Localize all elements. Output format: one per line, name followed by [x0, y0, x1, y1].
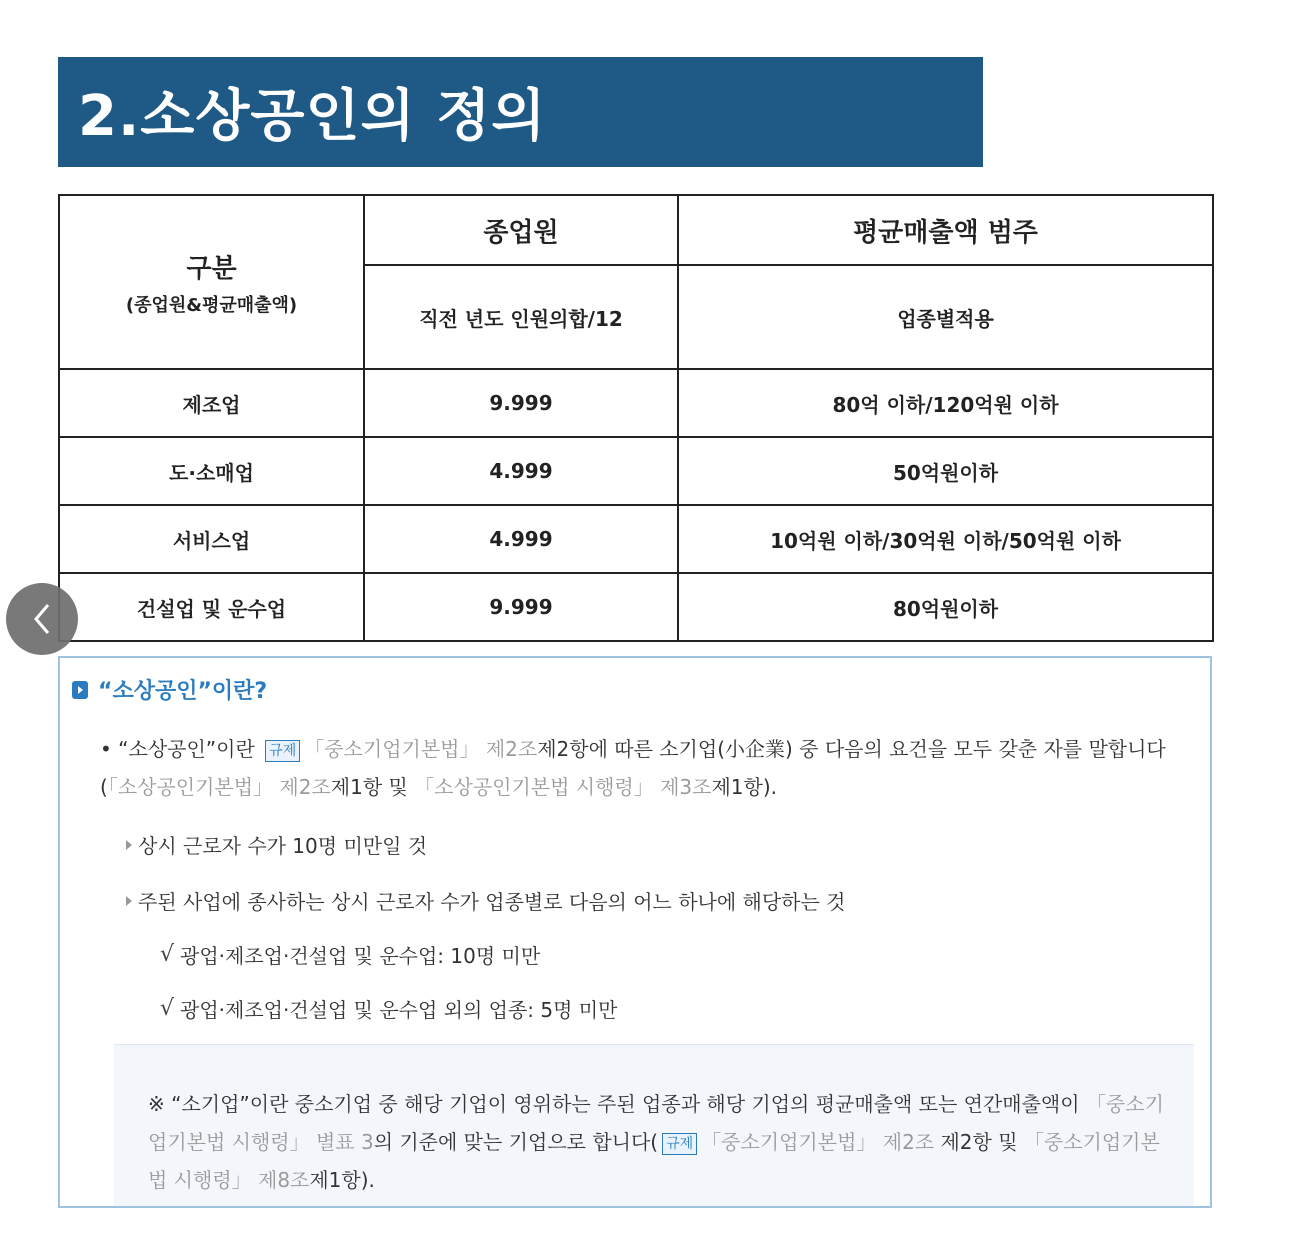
sub-condition-item — [160, 994, 617, 1023]
sub-condition-text: 광업·제조업·건설업 및 운수업: 10명 미만 — [180, 944, 541, 968]
row-sales: 80억원이하 — [678, 573, 1213, 641]
row-sales: 10억원 이하/30억원 이하/50억원 이하 — [678, 505, 1213, 573]
note-text: 의 기준에 맞는 기업으로 합니다( — [373, 1130, 659, 1154]
law-ref[interactable]: 「중소기업기본법 시행령」 별표 3 — [148, 1092, 1164, 1154]
header-sales-note: 업종별적용 — [678, 265, 1213, 369]
play-icon — [72, 681, 88, 699]
para-text: “소상공인”이란 — [118, 737, 255, 761]
note-paragraph — [148, 1085, 1178, 1199]
table-row — [59, 437, 1213, 505]
row-employees: 9.999 — [364, 573, 678, 641]
header-sales: 평균매출액 범주 — [678, 195, 1213, 265]
condition-item — [126, 830, 427, 859]
info-heading — [72, 674, 267, 705]
row-employees: 4.999 — [364, 437, 678, 505]
table-row — [59, 505, 1213, 573]
regulation-tag[interactable]: 규제 — [662, 1133, 697, 1155]
condition-text: 상시 근로자 수가 10명 미만일 것 — [138, 834, 428, 858]
triangle-bullet-icon — [126, 896, 132, 906]
law-ref[interactable]: 「중소기업기본법 시행령」 제8조 — [148, 1130, 1160, 1192]
condition-item — [126, 886, 846, 915]
table-row — [59, 369, 1213, 437]
row-employees: 4.999 — [364, 505, 678, 573]
info-heading-text: “소상공인”이란? — [98, 679, 268, 704]
law-ref[interactable]: 「중소기업기본법」 제2조 — [701, 1130, 935, 1154]
bullet-dot: • — [100, 737, 119, 761]
row-industry: 서비스업 — [59, 505, 364, 573]
definition-info-box — [58, 656, 1212, 1208]
row-industry: 제조업 — [59, 369, 364, 437]
header-employees-note: 직전 년도 인원의합/12 — [364, 265, 678, 369]
row-industry: 도·소매업 — [59, 437, 364, 505]
row-sales: 50억원이하 — [678, 437, 1213, 505]
table-row — [59, 573, 1213, 641]
para-text: 제1항 및 — [330, 775, 408, 799]
para-text: 제2항에 따른 소기업(小企業) 중 다음의 요건을 모두 갖춘 자를 말합니다( — [100, 737, 1166, 799]
sub-condition-item — [160, 940, 540, 969]
para-text: 제1항). — [711, 775, 777, 799]
row-sales: 80억 이하/120억원 이하 — [678, 369, 1213, 437]
law-ref[interactable]: 「소상공인기본법」 제2조 — [107, 775, 331, 799]
check-icon: √ — [160, 942, 175, 967]
definition-paragraph — [100, 730, 1180, 806]
law-ref[interactable]: 「소상공인기본법 시행령」 제3조 — [414, 775, 712, 799]
note-text: 제1항). — [309, 1168, 375, 1192]
chevron-left-icon — [28, 601, 56, 637]
prev-slide-button[interactable] — [6, 583, 78, 655]
triangle-bullet-icon — [126, 840, 132, 850]
note-text: ※ “소기업”이란 중소기업 중 해당 기업이 영위하는 주된 업종과 해당 기업의 평균매출액 또는 연간매출액이 — [148, 1092, 1080, 1116]
sub-condition-text: 광업·제조업·건설업 및 운수업 외의 업종: 5명 미만 — [180, 998, 618, 1022]
note-text: 제2항 및 — [940, 1130, 1018, 1154]
definition-table — [58, 194, 1214, 642]
header-category-label: 구분 — [186, 253, 237, 284]
condition-text: 주된 사업에 종사하는 상시 근로자 수가 업종별로 다음의 어느 하나에 해당하는 것 — [138, 890, 846, 914]
header-category-sub: (종업원&평균매출액) — [125, 294, 298, 316]
header-category — [59, 195, 364, 369]
page-title: 2.소상공인의 정의 — [78, 84, 547, 149]
header-employees: 종업원 — [364, 195, 678, 265]
law-ref[interactable]: 「중소기업기본법」 제2조 — [304, 737, 538, 761]
check-icon: √ — [160, 996, 175, 1021]
regulation-tag[interactable]: 규제 — [265, 740, 300, 762]
row-employees: 9.999 — [364, 369, 678, 437]
title-banner — [58, 57, 983, 167]
note-box — [114, 1044, 1194, 1206]
row-industry: 건설업 및 운수업 — [59, 573, 364, 641]
